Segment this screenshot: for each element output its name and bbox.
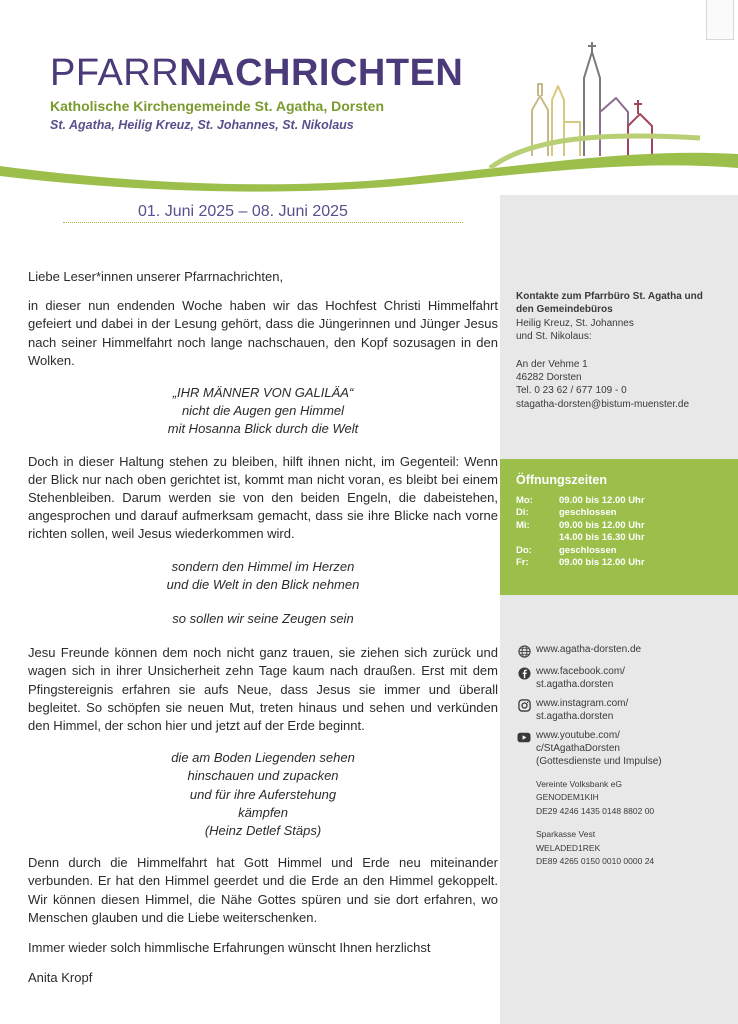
greeting: Liebe Leser*innen unserer Pfarrnachrichten,: [28, 269, 284, 284]
verse-3: so sollen wir seine Zeugen sein: [172, 611, 354, 627]
letter-body: [28, 268, 498, 988]
hours-row: [516, 532, 738, 544]
address-city: 46282 Dorsten: [516, 372, 582, 384]
facebook-url[interactable]: [536, 665, 625, 691]
date-range: 01. Juni 2025 – 08. Juni 2025: [138, 203, 348, 220]
verse-line: hinschauen und zupacken: [187, 768, 339, 784]
bank-name: Vereinte Volksbank eG: [536, 779, 623, 789]
bank-bic: WELADED1REK: [536, 842, 601, 853]
hours-day: Mi:: [516, 519, 530, 531]
youtube-note: (Gottesdienste und Impulse): [536, 756, 662, 767]
masthead: [0, 0, 738, 195]
phone[interactable]: Tel. 0 23 62 / 677 109 - 0: [516, 385, 627, 397]
hours-day: Mo:: [516, 495, 533, 506]
contact-heading: Kontakte zum Pfarrbüro St. Agatha und: [516, 291, 703, 302]
opening-hours-title: Öffnungszeiten: [516, 473, 607, 487]
verse-author: (Heinz Detlef Stäps): [204, 823, 322, 839]
links-block: [516, 643, 731, 868]
hours-day: [516, 532, 559, 544]
paragraph-3: Jesu Freunde können dem noch nicht ganz trauen, sie ziehen sich zurück und wagen sich in ihrer Unsicherheit zehn Tage kaum nach draußen. Erst mit dem Pfingstereignis erfahren sie aufs Neue, dass Jesus sie immer und überall begleitet. So schöpfen sie neuen Mut, treten hinaus und sehen und verkünden den Himmel, der schon hier und jetzt auf der Erde beginnt.: [28, 645, 498, 734]
hours-time: geschlossen: [559, 507, 617, 519]
hours-day: Do:: [516, 544, 532, 556]
verse-line: kämpfen: [238, 804, 288, 820]
hours-row: [516, 507, 738, 519]
youtube-url[interactable]: [536, 729, 662, 768]
parish-name: Katholische Kirchengemeinde St. Agatha, Dorsten: [50, 98, 384, 114]
contact-sub: Heilig Kreuz, St. Johannes: [516, 317, 634, 329]
verse-line: „IHR MÄNNER VON GALILÄA“: [172, 385, 354, 401]
opening-hours-box: [500, 459, 738, 595]
email-link[interactable]: stagatha-dorsten@bistum-muenster.de: [516, 398, 690, 410]
contact-heading: den Gemeindebüros: [516, 304, 613, 316]
title-light: PFARR: [50, 52, 180, 94]
hours-time: 09.00 bis 12.00 Uhr: [559, 495, 645, 506]
website-url[interactable]: www.agatha-dorsten.de: [536, 644, 642, 655]
youtube-link[interactable]: [516, 729, 731, 768]
verse-4: [28, 749, 498, 840]
newsletter-title: [50, 52, 463, 95]
date-divider: [63, 222, 463, 223]
verse-line: sondern den Himmel im Herzen: [171, 558, 355, 574]
facebook-icon: [516, 665, 532, 681]
contact-sub: und St. Nikolaus:: [516, 331, 592, 343]
sidebar: [500, 195, 738, 1024]
paragraph-1: in dieser nun endenden Woche haben wir das Hochfest Christi Himmelfahrt gefeiert und dabei in der Lesung gehört, dass die Jüngerinnen und Jünger Jesus nach seiner Himmelfahrt noch lange nachschauen, den Kopf sozusagen in den Wolken.: [28, 298, 498, 368]
page-corner-tab: [706, 0, 734, 40]
bank-iban: DE29 4246 1435 0148 8802 00: [536, 805, 655, 816]
bank-account: [536, 778, 731, 818]
youtube-icon: [516, 729, 532, 745]
paragraph-4: Denn durch die Himmelfahrt hat Gott Himmel und Erde neu miteinander verbunden. Er hat den Himmel geerdet und die Erde an den Himmel gekoppelt. Wir können diesen Himmel, die Nähe Gottes spüren und sie dort erfahren, wo Menschen glauben und die Liebe weiterschenken.: [28, 855, 498, 925]
contact-block: [516, 290, 731, 411]
globe-icon: [516, 643, 532, 659]
website-link[interactable]: [516, 643, 731, 659]
instagram-url[interactable]: [536, 697, 628, 723]
address-street: An der Vehme 1: [516, 358, 588, 370]
verse-1: [28, 384, 498, 439]
closing-line: Immer wieder solch himmlische Erfahrungen wünscht Ihnen herzlichst: [28, 940, 431, 956]
verse-line: nicht die Augen gen Himmel: [181, 403, 345, 419]
hours-row: [516, 545, 738, 557]
parish-list: St. Agatha, Heilig Kreuz, St. Johannes, St. Nikolaus: [50, 118, 354, 132]
verse-line: mit Hosanna Blick durch die Welt: [167, 421, 359, 437]
youtube-url-line: c/StAgathaDorsten: [536, 743, 620, 754]
bank-name: Sparkasse Vest: [536, 829, 596, 840]
hours-time: geschlossen: [559, 544, 617, 556]
bank-iban: DE89 4265 0150 0010 0000 24: [536, 856, 655, 867]
hours-row: [516, 557, 738, 569]
hours-time: 14.00 bis 16.30 Uhr: [559, 532, 645, 544]
bank-account: [536, 828, 731, 868]
facebook-url-line: www.facebook.com/: [536, 666, 625, 677]
verse-line: und die Welt in den Blick nehmen: [166, 576, 360, 592]
paragraph-2: Doch in dieser Haltung stehen zu bleiben, hilft ihnen nicht, im Gegenteil: Wenn der Blick nur nach oben gerichtet ist, kommt man nicht voran, es bleibt bei einem Stehenbleiben. Darum werden sie von den beiden Engeln, die dabeistehen, angesprochen und darauf aufmerksam gemacht, dass sie ihre Blicke nach vorne richten sollen, weil Jesus wiederkommen wird.: [28, 453, 498, 542]
instagram-link[interactable]: [516, 697, 731, 723]
hours-day: Fr:: [516, 557, 529, 569]
youtube-url-line: www.youtube.com/: [536, 730, 620, 741]
hours-time: 09.00 bis 12.00 Uhr: [559, 519, 645, 531]
instagram-icon: [516, 697, 532, 713]
instagram-url-line: www.instagram.com/: [536, 698, 629, 709]
bank-bic: GENODEM1KIH: [536, 792, 599, 803]
title-bold: NACHRICHTEN: [179, 52, 464, 94]
hours-row: [516, 495, 738, 507]
verse-2: [28, 558, 498, 594]
facebook-url-line: st.agatha.dorsten: [536, 679, 614, 690]
green-swoosh: [0, 128, 738, 198]
hours-time: 09.00 bis 12.00 Uhr: [559, 557, 645, 569]
hours-day: Di:: [516, 507, 529, 519]
verse-line: und für ihre Auferstehung: [189, 786, 337, 802]
instagram-url-line: st.agatha.dorsten: [536, 711, 614, 722]
facebook-link[interactable]: [516, 665, 731, 691]
hours-row: [516, 520, 738, 532]
verse-line: die am Boden Liegenden sehen: [171, 750, 355, 766]
signature: Anita Kropf: [28, 970, 93, 986]
